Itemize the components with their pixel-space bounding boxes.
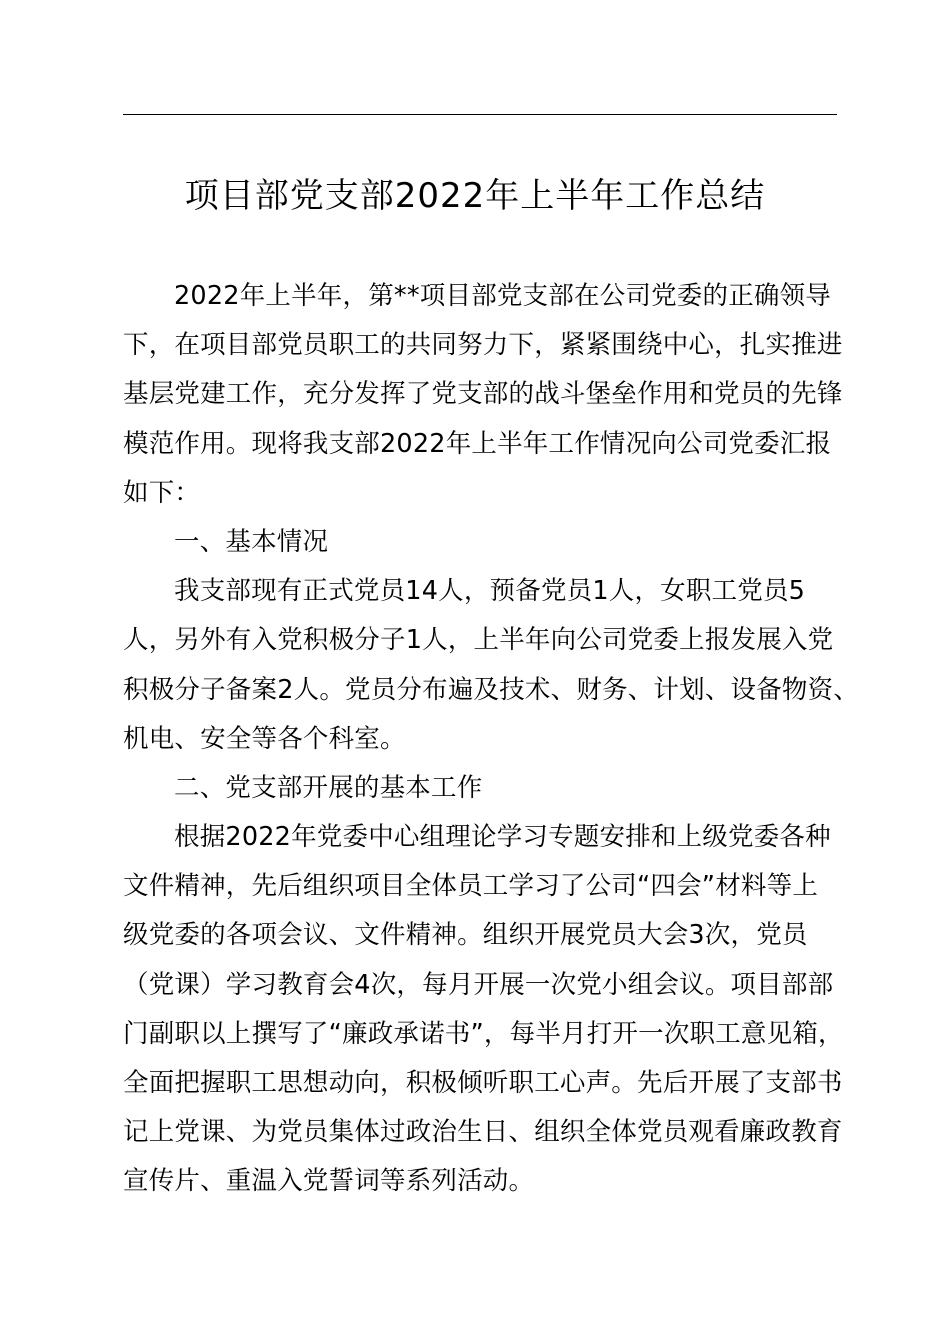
body-line: 机电、安全等各个科室。 [123, 723, 406, 754]
body-line: 人，另外有入党积极分子1人，上半年向公司党委上报发展入党 [123, 625, 834, 656]
body-line: 根据2022年党委中心组理论学习专题安排和上级党委各种 [174, 822, 831, 853]
section-heading: 二、党支部开展的基本工作 [174, 772, 483, 803]
body-line: 基层党建工作，充分发挥了党支部的战斗堡垒作用和党员的先锋 [123, 379, 843, 410]
body-line: 全面把握职工思想动向，积极倾听职工心声。先后开展了支部书 [123, 1068, 843, 1098]
body-line: 文件精神，先后组织项目全体员工学习了公司“四会”材料等上 [123, 871, 819, 902]
body-line: 如下： [123, 477, 201, 508]
body-line: 级党委的各项会议、文件精神。组织开展党员大会3次，党员 [123, 920, 808, 951]
body-line: （党课）学习教育会4次，每月开展一次党小组会议。项目部部 [123, 969, 834, 1000]
header-rule [123, 114, 837, 115]
document-title: 项目部党支部2022年上半年工作总结 [184, 176, 766, 216]
body-line: 2022年上半年，第**项目部党支部在公司党委的正确领导 [174, 281, 831, 311]
section-heading: 一、基本情况 [174, 526, 329, 557]
body-line: 模范作用。现将我支部2022年上半年工作情况向公司党委汇报 [123, 428, 832, 459]
body-line: 宣传片、重温入党誓词等系列活动。 [123, 1166, 535, 1197]
body-line: 门副职以上撰写了“廉政承诺书”，每半月打开一次职工意见箱， [123, 1018, 844, 1049]
document-body [123, 272, 860, 1207]
body-line: 下，在项目部党员职工的共同努力下，紧紧围绕中心，扎实推进 [123, 330, 843, 361]
body-line: 记上党课、为党员集体过政治生日、组织全体党员观看廉政教育 [123, 1117, 843, 1148]
body-line: 积极分子备案2人。党员分布遍及技术、财务、计划、设备物资、 [123, 674, 860, 705]
body-line: 我支部现有正式党员14人，预备党员1人，女职工党员5 [174, 576, 806, 607]
